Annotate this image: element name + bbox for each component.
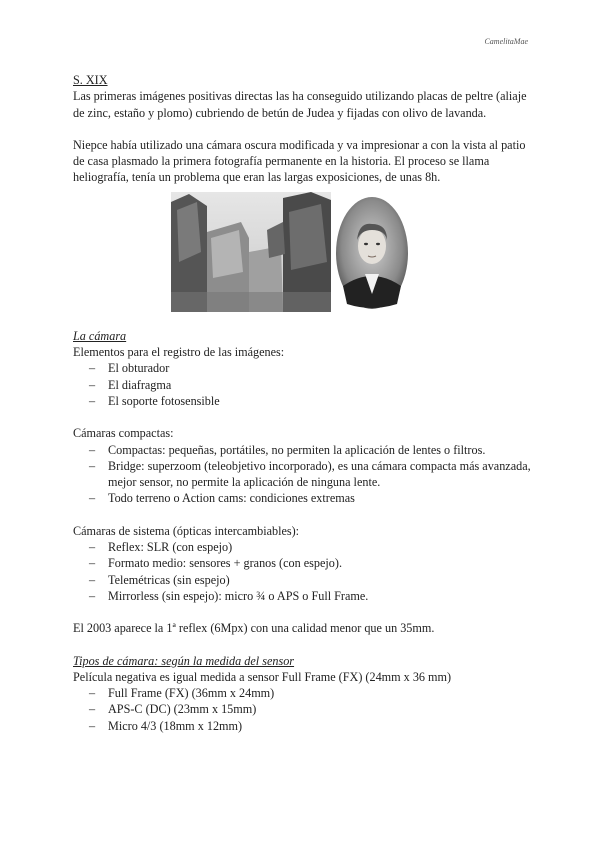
paragraph-niepce: Niepce había utilizado una cámara oscura modificada y va impresionar a con la vista al patio de casa plasmado la primera fotografía permanente en la historia. El proceso se llama heliografía, tenía un problema que eran las largas exposiciones, de unas 8h. bbox=[73, 137, 526, 185]
list-item: – Compactas: pequeñas, portátiles, no permiten la aplicación de lentes o filtros. bbox=[73, 442, 533, 458]
reflex-note: El 2003 aparece la 1ª reflex (6Mpx) con una calidad menor que un 35mm. bbox=[73, 621, 435, 636]
list-item: – El diafragma bbox=[73, 377, 533, 393]
types-list bbox=[73, 685, 533, 734]
list-item: – Mirrorless (sin espejo): micro ¾ o APS o Full Frame. bbox=[73, 588, 533, 604]
list-item: – Todo terreno o Action cams: condiciones extremas bbox=[73, 490, 533, 506]
niepce-portrait bbox=[335, 196, 409, 310]
heliography-photo bbox=[171, 192, 331, 312]
elements-intro: Elementos para el registro de las imágenes: bbox=[73, 345, 285, 360]
compact-list bbox=[73, 442, 533, 507]
section-heading-tipos: Tipos de cámara: según la medida del sensor bbox=[73, 653, 295, 668]
list-item: – Telemétricas (sin espejo) bbox=[73, 572, 533, 588]
image-row bbox=[73, 192, 533, 318]
section-heading-sxix: S. XIX bbox=[73, 73, 108, 87]
list-item: – Bridge: superzoom (teleobjetivo incorporado), es una cámara compacta más avanzada, mejor sensor, no permite la aplicación de ninguna lente. bbox=[73, 458, 533, 491]
document-body bbox=[73, 72, 533, 734]
list-item: – Full Frame (FX) (36mm x 24mm) bbox=[73, 685, 533, 701]
section-heading-camara: La cámara bbox=[73, 328, 127, 343]
list-item: – El obturador bbox=[73, 360, 533, 376]
list-item: – Reflex: SLR (con espejo) bbox=[73, 539, 533, 555]
system-intro: Cámaras de sistema (ópticas intercambiables): bbox=[73, 523, 300, 538]
compact-intro: Cámaras compactas: bbox=[73, 426, 174, 441]
paragraph-placas: Las primeras imágenes positivas directas las ha conseguido utilizando placas de peltre (aliaje de zinc, estaño y plomo) cubriendo de betún de Judea y fijadas con olivo de lavanda. bbox=[73, 89, 527, 120]
elements-list bbox=[73, 360, 533, 409]
list-item: – Micro 4/3 (18mm x 12mm) bbox=[73, 718, 533, 734]
list-item: – APS-C (DC) (23mm x 15mm) bbox=[73, 701, 533, 717]
system-list bbox=[73, 539, 533, 604]
list-item: – Formato medio: sensores + granos (con espejo). bbox=[73, 555, 533, 571]
list-item: – El soporte fotosensible bbox=[73, 393, 533, 409]
author-header: CamelitaMae bbox=[484, 37, 528, 46]
types-intro: Película negativa es igual medida a sensor Full Frame (FX) (24mm x 36 mm) bbox=[73, 669, 452, 684]
